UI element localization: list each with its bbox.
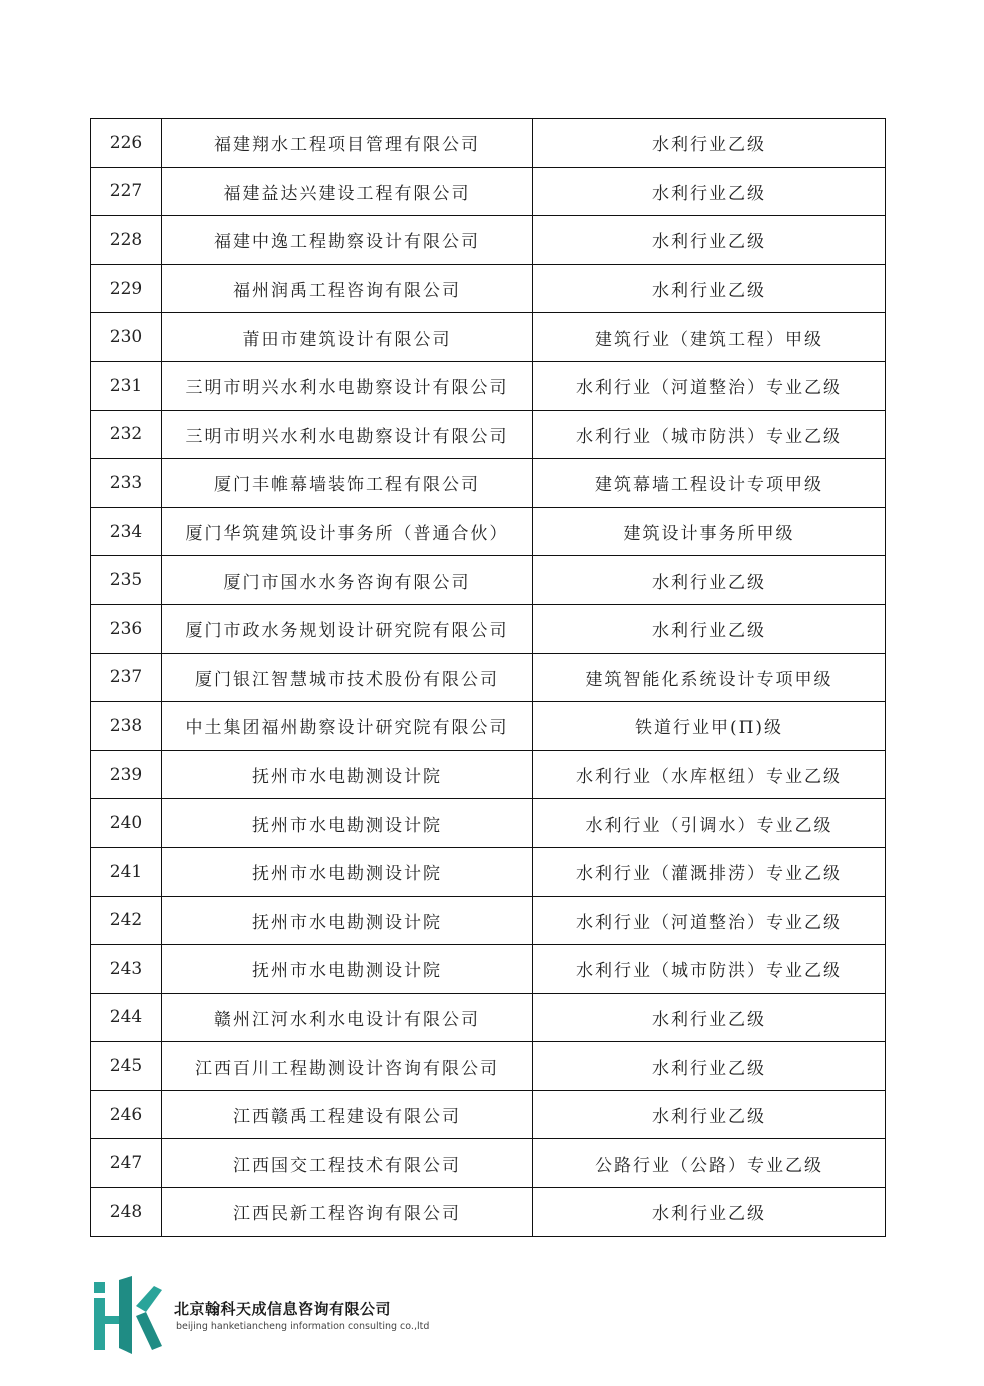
row-number: 237 xyxy=(91,653,162,702)
row-number: 231 xyxy=(91,361,162,410)
table-row xyxy=(91,1188,886,1237)
table-row xyxy=(91,264,886,313)
table-row xyxy=(91,361,886,410)
table-row xyxy=(91,945,886,994)
table-row xyxy=(91,1139,886,1188)
table-row xyxy=(91,750,886,799)
qualification-cell: 建筑智能化系统设计专项甲级 xyxy=(533,653,886,702)
table-row xyxy=(91,507,886,556)
qualification-cell: 水利行业乙级 xyxy=(533,604,886,653)
table-row xyxy=(91,167,886,216)
company-name-cell: 抚州市水电勘测设计院 xyxy=(162,799,533,848)
qualification-cell: 水利行业（引调水）专业乙级 xyxy=(533,799,886,848)
company-name-cell: 莆田市建筑设计有限公司 xyxy=(162,313,533,362)
table-row xyxy=(91,604,886,653)
row-number: 238 xyxy=(91,702,162,751)
company-name-cell: 赣州江河水利水电设计有限公司 xyxy=(162,993,533,1042)
row-number: 246 xyxy=(91,1090,162,1139)
company-name-cell: 江西赣禹工程建设有限公司 xyxy=(162,1090,533,1139)
qualification-cell: 水利行业乙级 xyxy=(533,264,886,313)
qualification-cell: 建筑设计事务所甲级 xyxy=(533,507,886,556)
row-number: 245 xyxy=(91,1042,162,1091)
row-number: 239 xyxy=(91,750,162,799)
company-name-cell: 厦门市国水水务咨询有限公司 xyxy=(162,556,533,605)
table-row xyxy=(91,459,886,508)
company-name-en: beijing hanketiancheng information consulting co.,ltd xyxy=(176,1321,430,1332)
qualification-cell: 水利行业乙级 xyxy=(533,1188,886,1237)
row-number: 243 xyxy=(91,945,162,994)
company-name-cell: 江西民新工程咨询有限公司 xyxy=(162,1188,533,1237)
company-name-cell: 厦门市政水务规划设计研究院有限公司 xyxy=(162,604,533,653)
row-number: 233 xyxy=(91,459,162,508)
company-name-cn: 北京翰科天成信息咨询有限公司 xyxy=(174,1300,392,1318)
table-row xyxy=(91,119,886,168)
company-name-cell: 厦门丰帷幕墙装饰工程有限公司 xyxy=(162,459,533,508)
qualification-cell: 水利行业乙级 xyxy=(533,119,886,168)
company-name-cell: 三明市明兴水利水电勘察设计有限公司 xyxy=(162,410,533,459)
qualification-cell: 水利行业乙级 xyxy=(533,167,886,216)
qualification-cell: 水利行业乙级 xyxy=(533,993,886,1042)
table-row xyxy=(91,1042,886,1091)
table-row xyxy=(91,653,886,702)
row-number: 248 xyxy=(91,1188,162,1237)
qualification-cell: 水利行业（灌溉排涝）专业乙级 xyxy=(533,847,886,896)
row-number: 226 xyxy=(91,119,162,168)
qualification-cell: 水利行业（河道整治）专业乙级 xyxy=(533,896,886,945)
qualification-cell: 公路行业（公路）专业乙级 xyxy=(533,1139,886,1188)
row-number: 230 xyxy=(91,313,162,362)
company-name-cell: 抚州市水电勘测设计院 xyxy=(162,896,533,945)
qualification-cell: 水利行业（水库枢纽）专业乙级 xyxy=(533,750,886,799)
company-name-cell: 抚州市水电勘测设计院 xyxy=(162,945,533,994)
row-number: 227 xyxy=(91,167,162,216)
qualification-cell: 铁道行业甲(Π)级 xyxy=(533,702,886,751)
company-name-cell: 中土集团福州勘察设计研究院有限公司 xyxy=(162,702,533,751)
qualification-cell: 水利行业乙级 xyxy=(533,1042,886,1091)
table-row xyxy=(91,847,886,896)
company-logo xyxy=(92,1276,164,1354)
table-row xyxy=(91,410,886,459)
qualification-cell: 水利行业（城市防洪）专业乙级 xyxy=(533,945,886,994)
qualification-cell: 建筑行业（建筑工程）甲级 xyxy=(533,313,886,362)
table-row xyxy=(91,799,886,848)
qualification-cell: 水利行业（城市防洪）专业乙级 xyxy=(533,410,886,459)
row-number: 240 xyxy=(91,799,162,848)
row-number: 244 xyxy=(91,993,162,1042)
row-number: 236 xyxy=(91,604,162,653)
company-name-cell: 福建翔水工程项目管理有限公司 xyxy=(162,119,533,168)
qualification-cell: 水利行业乙级 xyxy=(533,1090,886,1139)
company-name-cell: 福建中逸工程勘察设计有限公司 xyxy=(162,216,533,265)
table-row xyxy=(91,313,886,362)
row-number: 241 xyxy=(91,847,162,896)
row-number: 235 xyxy=(91,556,162,605)
company-name-cell: 三明市明兴水利水电勘察设计有限公司 xyxy=(162,361,533,410)
table-row xyxy=(91,1090,886,1139)
row-number: 228 xyxy=(91,216,162,265)
qualification-cell: 建筑幕墙工程设计专项甲级 xyxy=(533,459,886,508)
qualification-cell: 水利行业（河道整治）专业乙级 xyxy=(533,361,886,410)
company-name-cell: 厦门银江智慧城市技术股份有限公司 xyxy=(162,653,533,702)
row-number: 242 xyxy=(91,896,162,945)
company-name-cell: 抚州市水电勘测设计院 xyxy=(162,750,533,799)
row-number: 234 xyxy=(91,507,162,556)
company-name-cell: 福州润禹工程咨询有限公司 xyxy=(162,264,533,313)
table-row xyxy=(91,993,886,1042)
row-number: 232 xyxy=(91,410,162,459)
company-name-cell: 江西百川工程勘测设计咨询有限公司 xyxy=(162,1042,533,1091)
footer xyxy=(92,1276,492,1356)
qualification-table xyxy=(90,118,886,1237)
table-row xyxy=(91,216,886,265)
table-row xyxy=(91,702,886,751)
table-row xyxy=(91,556,886,605)
row-number: 247 xyxy=(91,1139,162,1188)
table-row xyxy=(91,896,886,945)
company-name-cell: 福建益达兴建设工程有限公司 xyxy=(162,167,533,216)
row-number: 229 xyxy=(91,264,162,313)
qualification-cell: 水利行业乙级 xyxy=(533,216,886,265)
company-name-cell: 抚州市水电勘测设计院 xyxy=(162,847,533,896)
qualification-cell: 水利行业乙级 xyxy=(533,556,886,605)
company-name-cell: 江西国交工程技术有限公司 xyxy=(162,1139,533,1188)
table-body xyxy=(91,119,886,1237)
company-name-cell: 厦门华筑建筑设计事务所（普通合伙） xyxy=(162,507,533,556)
